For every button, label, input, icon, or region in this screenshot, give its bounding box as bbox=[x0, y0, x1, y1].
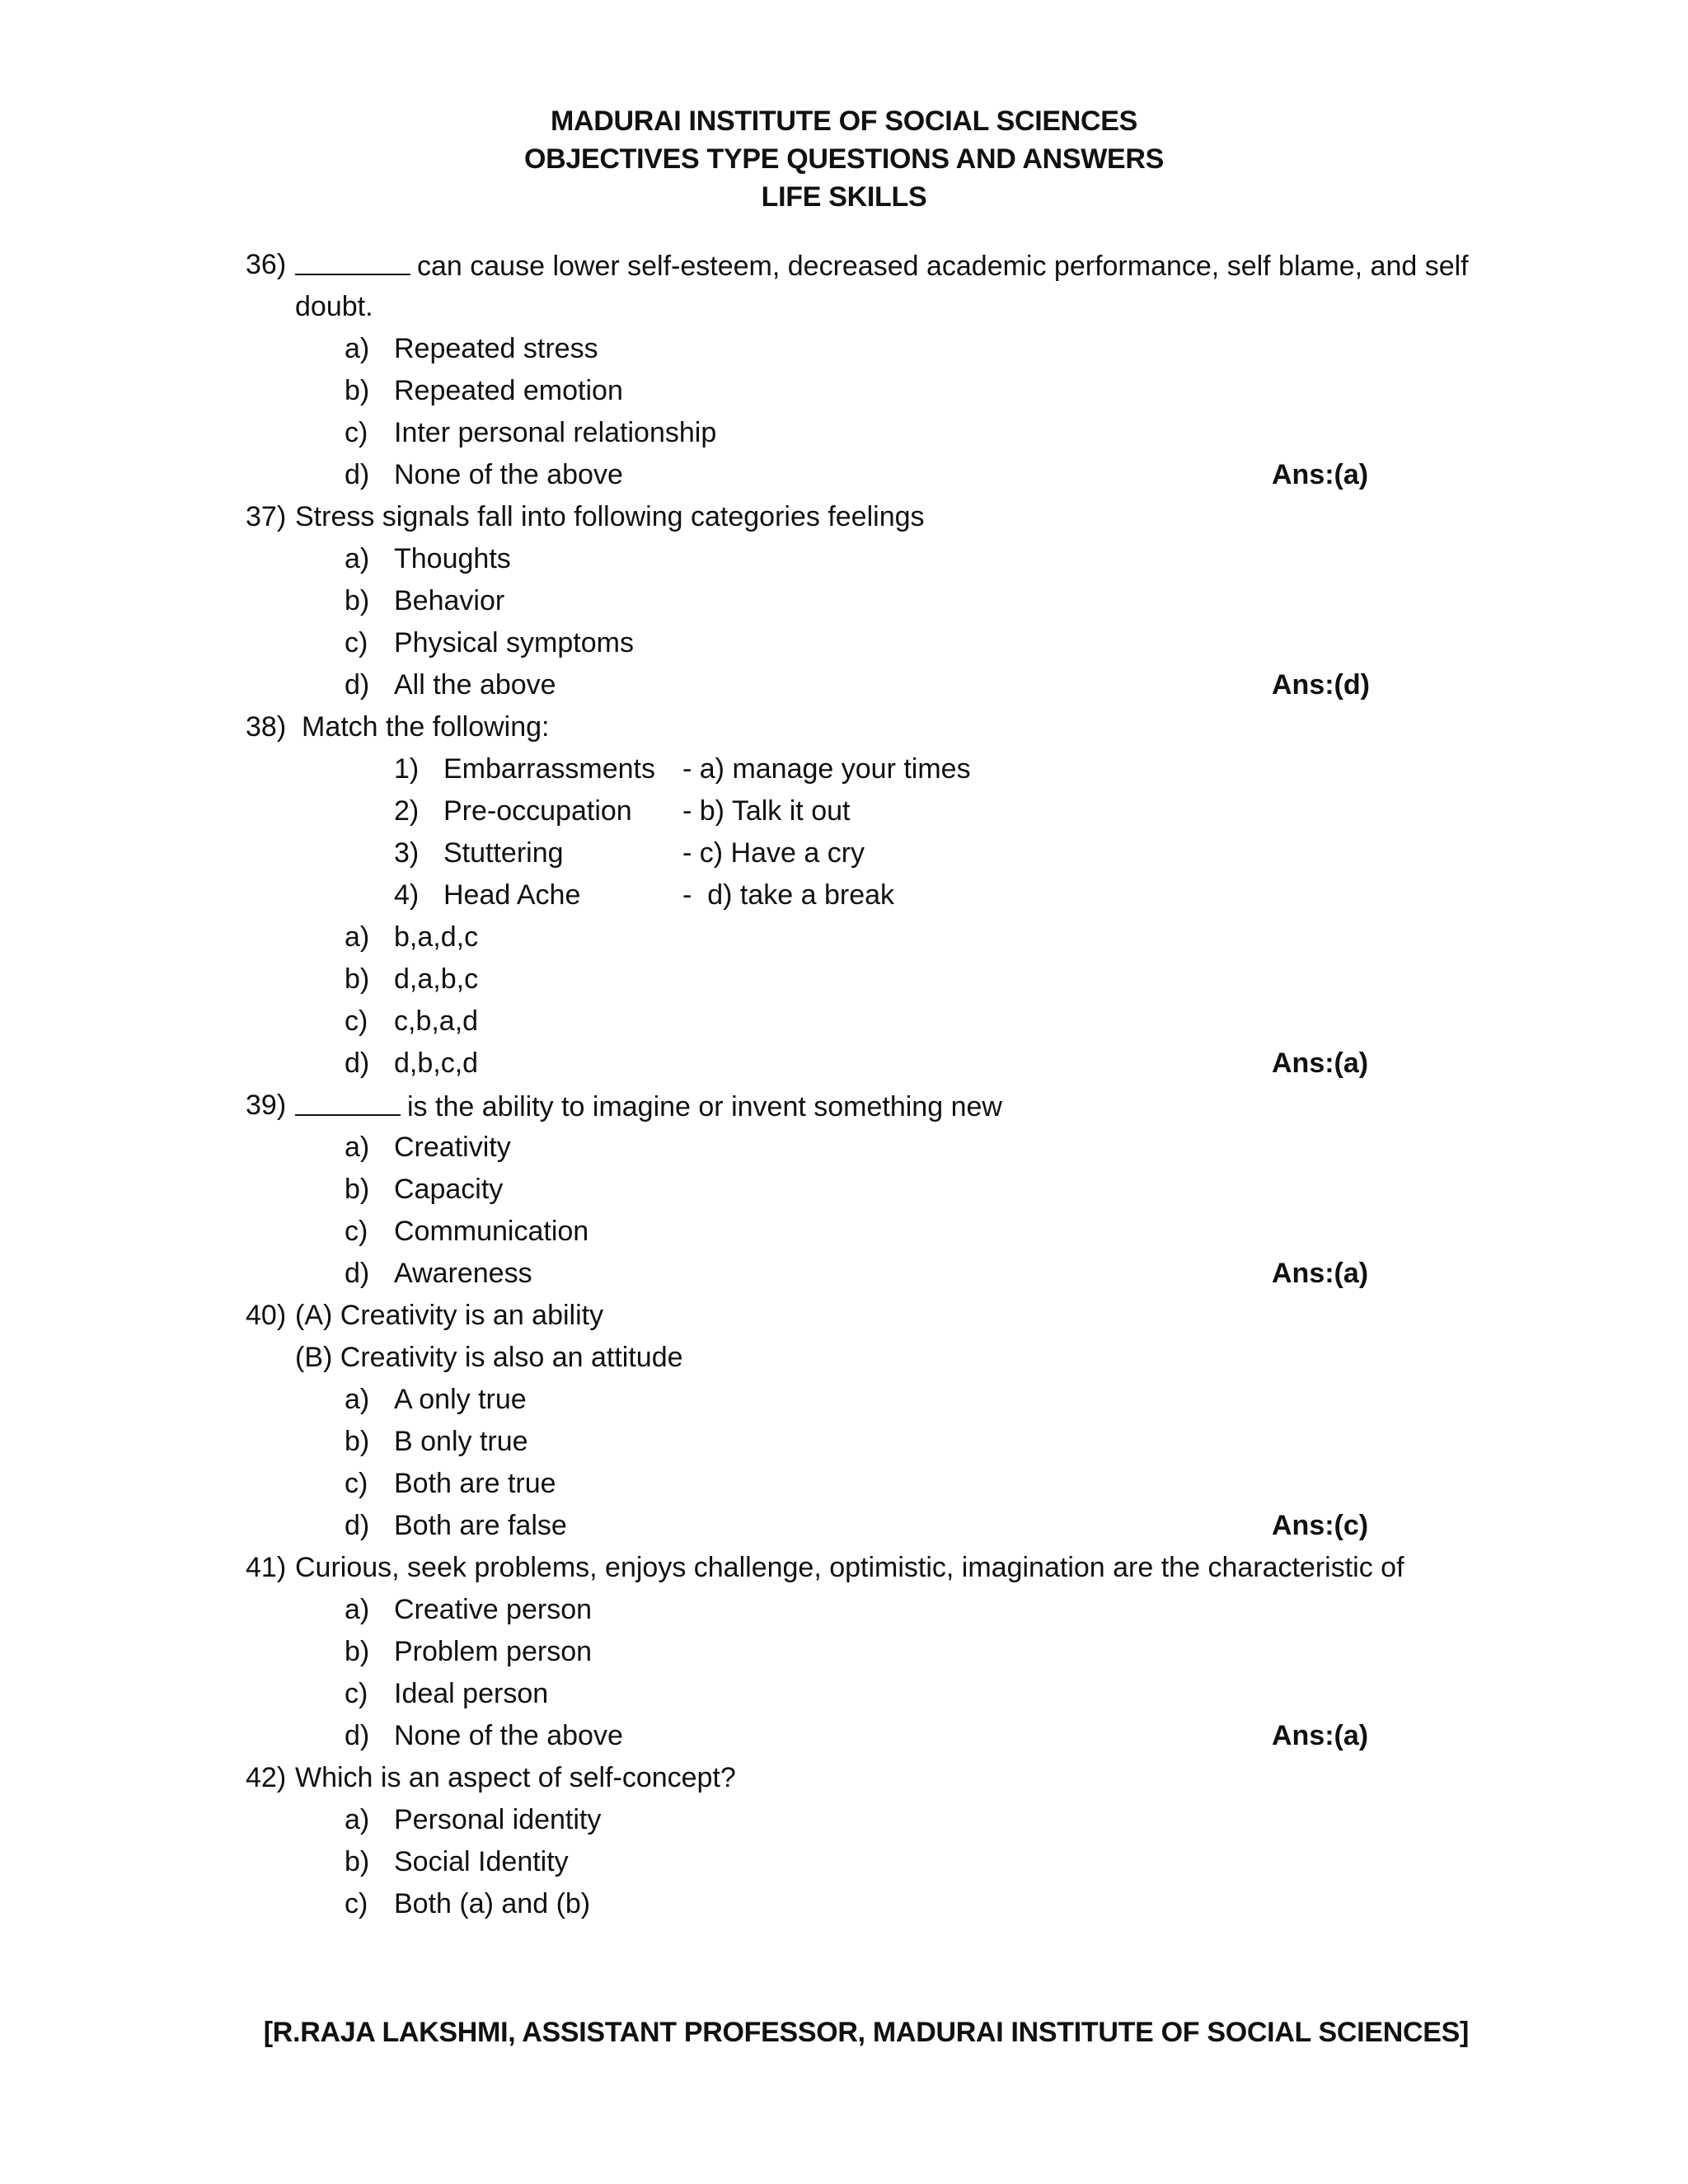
option-d: d) d,b,c,d Ans:(a) bbox=[246, 1043, 1482, 1085]
question-42 bbox=[246, 1757, 1482, 1799]
option-b: b) Capacity bbox=[345, 1174, 504, 1205]
question-41 bbox=[246, 1547, 1482, 1589]
option-c: c) Inter personal relationship bbox=[345, 417, 717, 448]
question-text: Curious, seek problems, enjoys challenge, optimistic, imagination are the characteristic of bbox=[295, 1552, 1404, 1583]
option-c: c) c,b,a,d bbox=[345, 1005, 479, 1037]
question-text: is the ability to imagine or invent something new bbox=[407, 1091, 1002, 1122]
answer-key: Ans:(d) bbox=[1272, 669, 1370, 701]
question-number: 37) bbox=[246, 501, 287, 532]
question-text: Stress signals fall into following categories feelings bbox=[295, 501, 925, 532]
answer-key: Ans:(a) bbox=[1272, 459, 1369, 490]
document-subtitle: OBJECTIVES TYPE QUESTIONS AND ANSWERS bbox=[523, 143, 1165, 175]
answer-key: Ans:(a) bbox=[1272, 1720, 1369, 1751]
match-row: 3) Stuttering - c) Have a cry bbox=[394, 837, 865, 869]
question-39 bbox=[246, 1085, 1482, 1127]
match-row: 1) Embarrassments - a) manage your times bbox=[394, 753, 971, 785]
institute-title: MADURAI INSTITUTE OF SOCIAL SCIENCES bbox=[550, 105, 1138, 137]
question-36 bbox=[246, 244, 1482, 286]
fill-blank bbox=[295, 244, 410, 275]
option-c: c) Communication bbox=[345, 1216, 589, 1247]
questions-content bbox=[246, 244, 1482, 1925]
question-37 bbox=[246, 496, 1482, 538]
match-row: 2) Pre-occupation - b) Talk it out bbox=[394, 795, 851, 827]
question-number: 40) bbox=[246, 1300, 287, 1331]
subject-title: LIFE SKILLS bbox=[761, 181, 927, 213]
answer-key: Ans:(a) bbox=[1272, 1047, 1369, 1079]
option-a: a) Creative person bbox=[345, 1594, 593, 1625]
option-c: c) Ideal person bbox=[345, 1678, 549, 1709]
option-d: d) None of the above Ans:(a) bbox=[246, 454, 1482, 496]
option-b: b) Repeated emotion bbox=[345, 375, 623, 406]
question-number: 39) bbox=[246, 1090, 287, 1121]
option-d: d) All the above Ans:(d) bbox=[246, 664, 1482, 706]
option-a: a) Repeated stress bbox=[345, 333, 598, 364]
author-footer: [R.RAJA LAKSHMI, ASSISTANT PROFESSOR, MADURAI INSTITUTE OF SOCIAL SCIENCES] bbox=[263, 2017, 1469, 2048]
option-d: d) None of the above Ans:(a) bbox=[246, 1715, 1482, 1757]
question-number: 42) bbox=[246, 1762, 287, 1793]
fill-blank bbox=[295, 1085, 401, 1116]
question-text: can cause lower self-esteem, decreased academic performance, self blame, and self bbox=[417, 251, 1469, 282]
question-number: 38) bbox=[246, 711, 287, 743]
option-b: b) B only true bbox=[345, 1426, 528, 1457]
question-text: Which is an aspect of self-concept? bbox=[295, 1762, 736, 1793]
option-a: a) b,a,d,c bbox=[345, 921, 479, 953]
option-a: a) Personal identity bbox=[345, 1804, 602, 1835]
answer-key: Ans:(a) bbox=[1272, 1258, 1369, 1289]
question-text-continued: doubt. bbox=[295, 291, 373, 322]
question-text: Match the following: bbox=[302, 711, 550, 743]
question-40 bbox=[246, 1295, 1482, 1337]
option-c: c) Both (a) and (b) bbox=[345, 1888, 591, 1919]
option-b: b) d,a,b,c bbox=[345, 963, 479, 995]
option-a: a) Creativity bbox=[345, 1132, 511, 1163]
option-a: a) Thoughts bbox=[345, 543, 511, 574]
answer-key: Ans:(c) bbox=[1272, 1510, 1369, 1541]
question-text-continued: (B) Creativity is also an attitude bbox=[295, 1342, 683, 1373]
option-b: b) Problem person bbox=[345, 1636, 593, 1667]
question-text: (A) Creativity is an ability bbox=[295, 1300, 604, 1331]
question-number: 41) bbox=[246, 1552, 287, 1583]
option-b: b) Behavior bbox=[345, 585, 505, 616]
document-header bbox=[0, 102, 1688, 216]
option-d: d) Both are false Ans:(c) bbox=[246, 1505, 1482, 1547]
option-c: c) Physical symptoms bbox=[345, 627, 634, 658]
option-a: a) A only true bbox=[345, 1384, 527, 1415]
option-d: d) Awareness Ans:(a) bbox=[246, 1253, 1482, 1295]
option-c: c) Both are true bbox=[345, 1468, 556, 1499]
question-number: 36) bbox=[246, 249, 287, 280]
match-row: 4) Head Ache - d) take a break bbox=[394, 879, 895, 911]
question-38 bbox=[246, 706, 1482, 748]
option-b: b) Social Identity bbox=[345, 1846, 569, 1877]
